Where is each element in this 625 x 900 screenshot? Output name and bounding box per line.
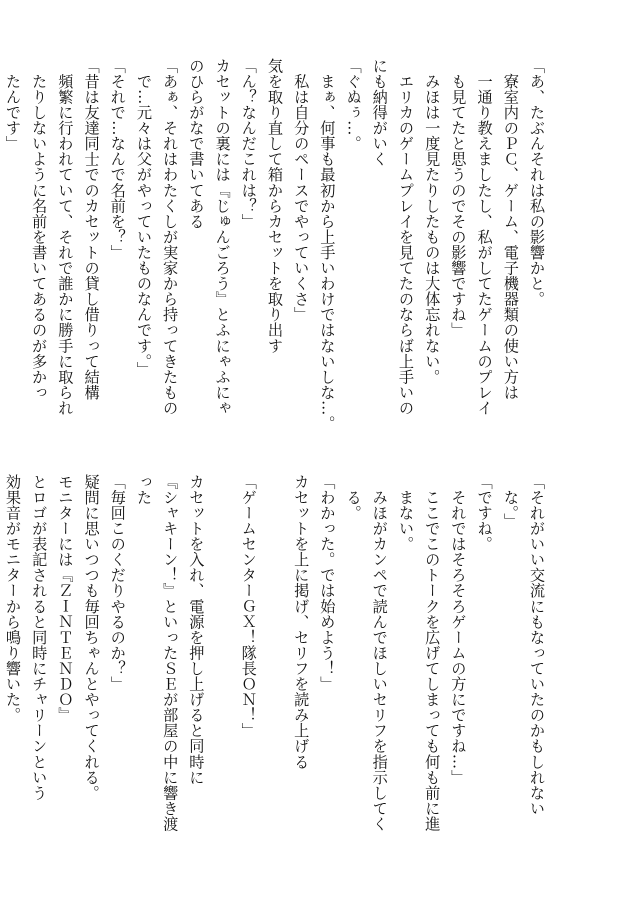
text-line: 「ん？なんだこれは？」: [239, 58, 258, 230]
text-line: 「毎回このくだりやるのか？」: [108, 474, 127, 692]
text-line: 「ぐぬぅ…。: [344, 58, 363, 152]
text-line: も見てたと思うのでその影響ですね」: [449, 58, 468, 338]
text-line: カセットを上に掲げ、セリフを読み上げる: [292, 474, 311, 770]
text-line: 「それで…なんで名前を？」: [108, 58, 127, 261]
text-line: 「昔は友達同士でのカセットの貸し借りって結構: [82, 58, 101, 401]
text-line: 気を取り直して箱からカセットを取り出す: [265, 58, 284, 354]
text-line: る。: [344, 474, 363, 521]
text-line: 「ですね。: [475, 474, 494, 552]
text-line: な。」: [501, 474, 520, 529]
text-line: 頻繁に行われていて、それで誰かに勝手に取られ: [56, 58, 75, 416]
text-line: 疑問に思いつつも毎回ちゃんとやってくれる。: [82, 474, 101, 801]
text-line: みほがカンペで読んでほしいセリフを指示してく: [370, 474, 389, 832]
text-line: 「あ、たぶんそれは私の影響かと。: [528, 58, 546, 307]
text-line: カセットを入れ、電源を押し上げると同時に: [187, 474, 206, 785]
text-line: 「それがいい交流にもなっていたのかもしれない: [528, 474, 546, 817]
text-line: 私は自分のペースでやっていくさ」: [292, 58, 311, 323]
text-line: のひらがなで書いてある: [187, 58, 206, 230]
text-line: とロゴが表記されると同時にチャリーンという: [30, 474, 49, 801]
text-line: で…元々は父がやっていたものなんです。」: [134, 58, 153, 377]
text-line: まない。: [396, 474, 415, 552]
text-line: 「あぁ、それはわたくしが実家から持ってきたもの: [161, 58, 180, 416]
text-line: エリカのゲームプレイを見てたのならば上手いの: [396, 58, 415, 416]
text-line: たんです」: [3, 58, 22, 152]
text-line: 「わかった。では始めよう！」: [318, 474, 337, 692]
text-line: [262, 474, 288, 830]
text-line: それではそろそろゲームの方にですね…」: [449, 474, 468, 785]
text-line: みほは一度見たりしたものは大体忘れない。: [423, 58, 442, 385]
text-line: 一通り教えましたし、私がしてたゲームのプレイ: [475, 58, 494, 416]
text-line: まぁ、何事も最初から上手いわけではないしな…。: [318, 58, 337, 432]
text-line: カセットの裏には『じゅんごろう』とふにゃふにゃ: [213, 58, 232, 416]
upper-text-block: [3, 58, 550, 432]
text-line: [209, 474, 235, 830]
text-line: にも納得がいく: [370, 58, 389, 167]
text-line: たりしないように名前を書いてあるのが多かっ: [30, 58, 49, 401]
text-line: 「ゲームセンターＧＸ！隊長ＯＮ！」: [239, 474, 258, 739]
text-line: 寮室内のＰＣ、ゲーム、電子機器類の使い方は: [501, 58, 520, 401]
text-line: モニターには『ＺＩＮＴＥＮＤＯ』: [56, 474, 75, 723]
lower-text-block: [3, 474, 550, 832]
text-line: 効果音がモニターから鳴り響いた。: [3, 474, 22, 723]
text-line: 『シャキーン！』といったＳＥが部屋の中に響き渡: [161, 474, 180, 832]
text-line: った: [134, 474, 153, 506]
text-line: ここでこのトークを広げてしまっても何も前に進: [423, 474, 442, 832]
